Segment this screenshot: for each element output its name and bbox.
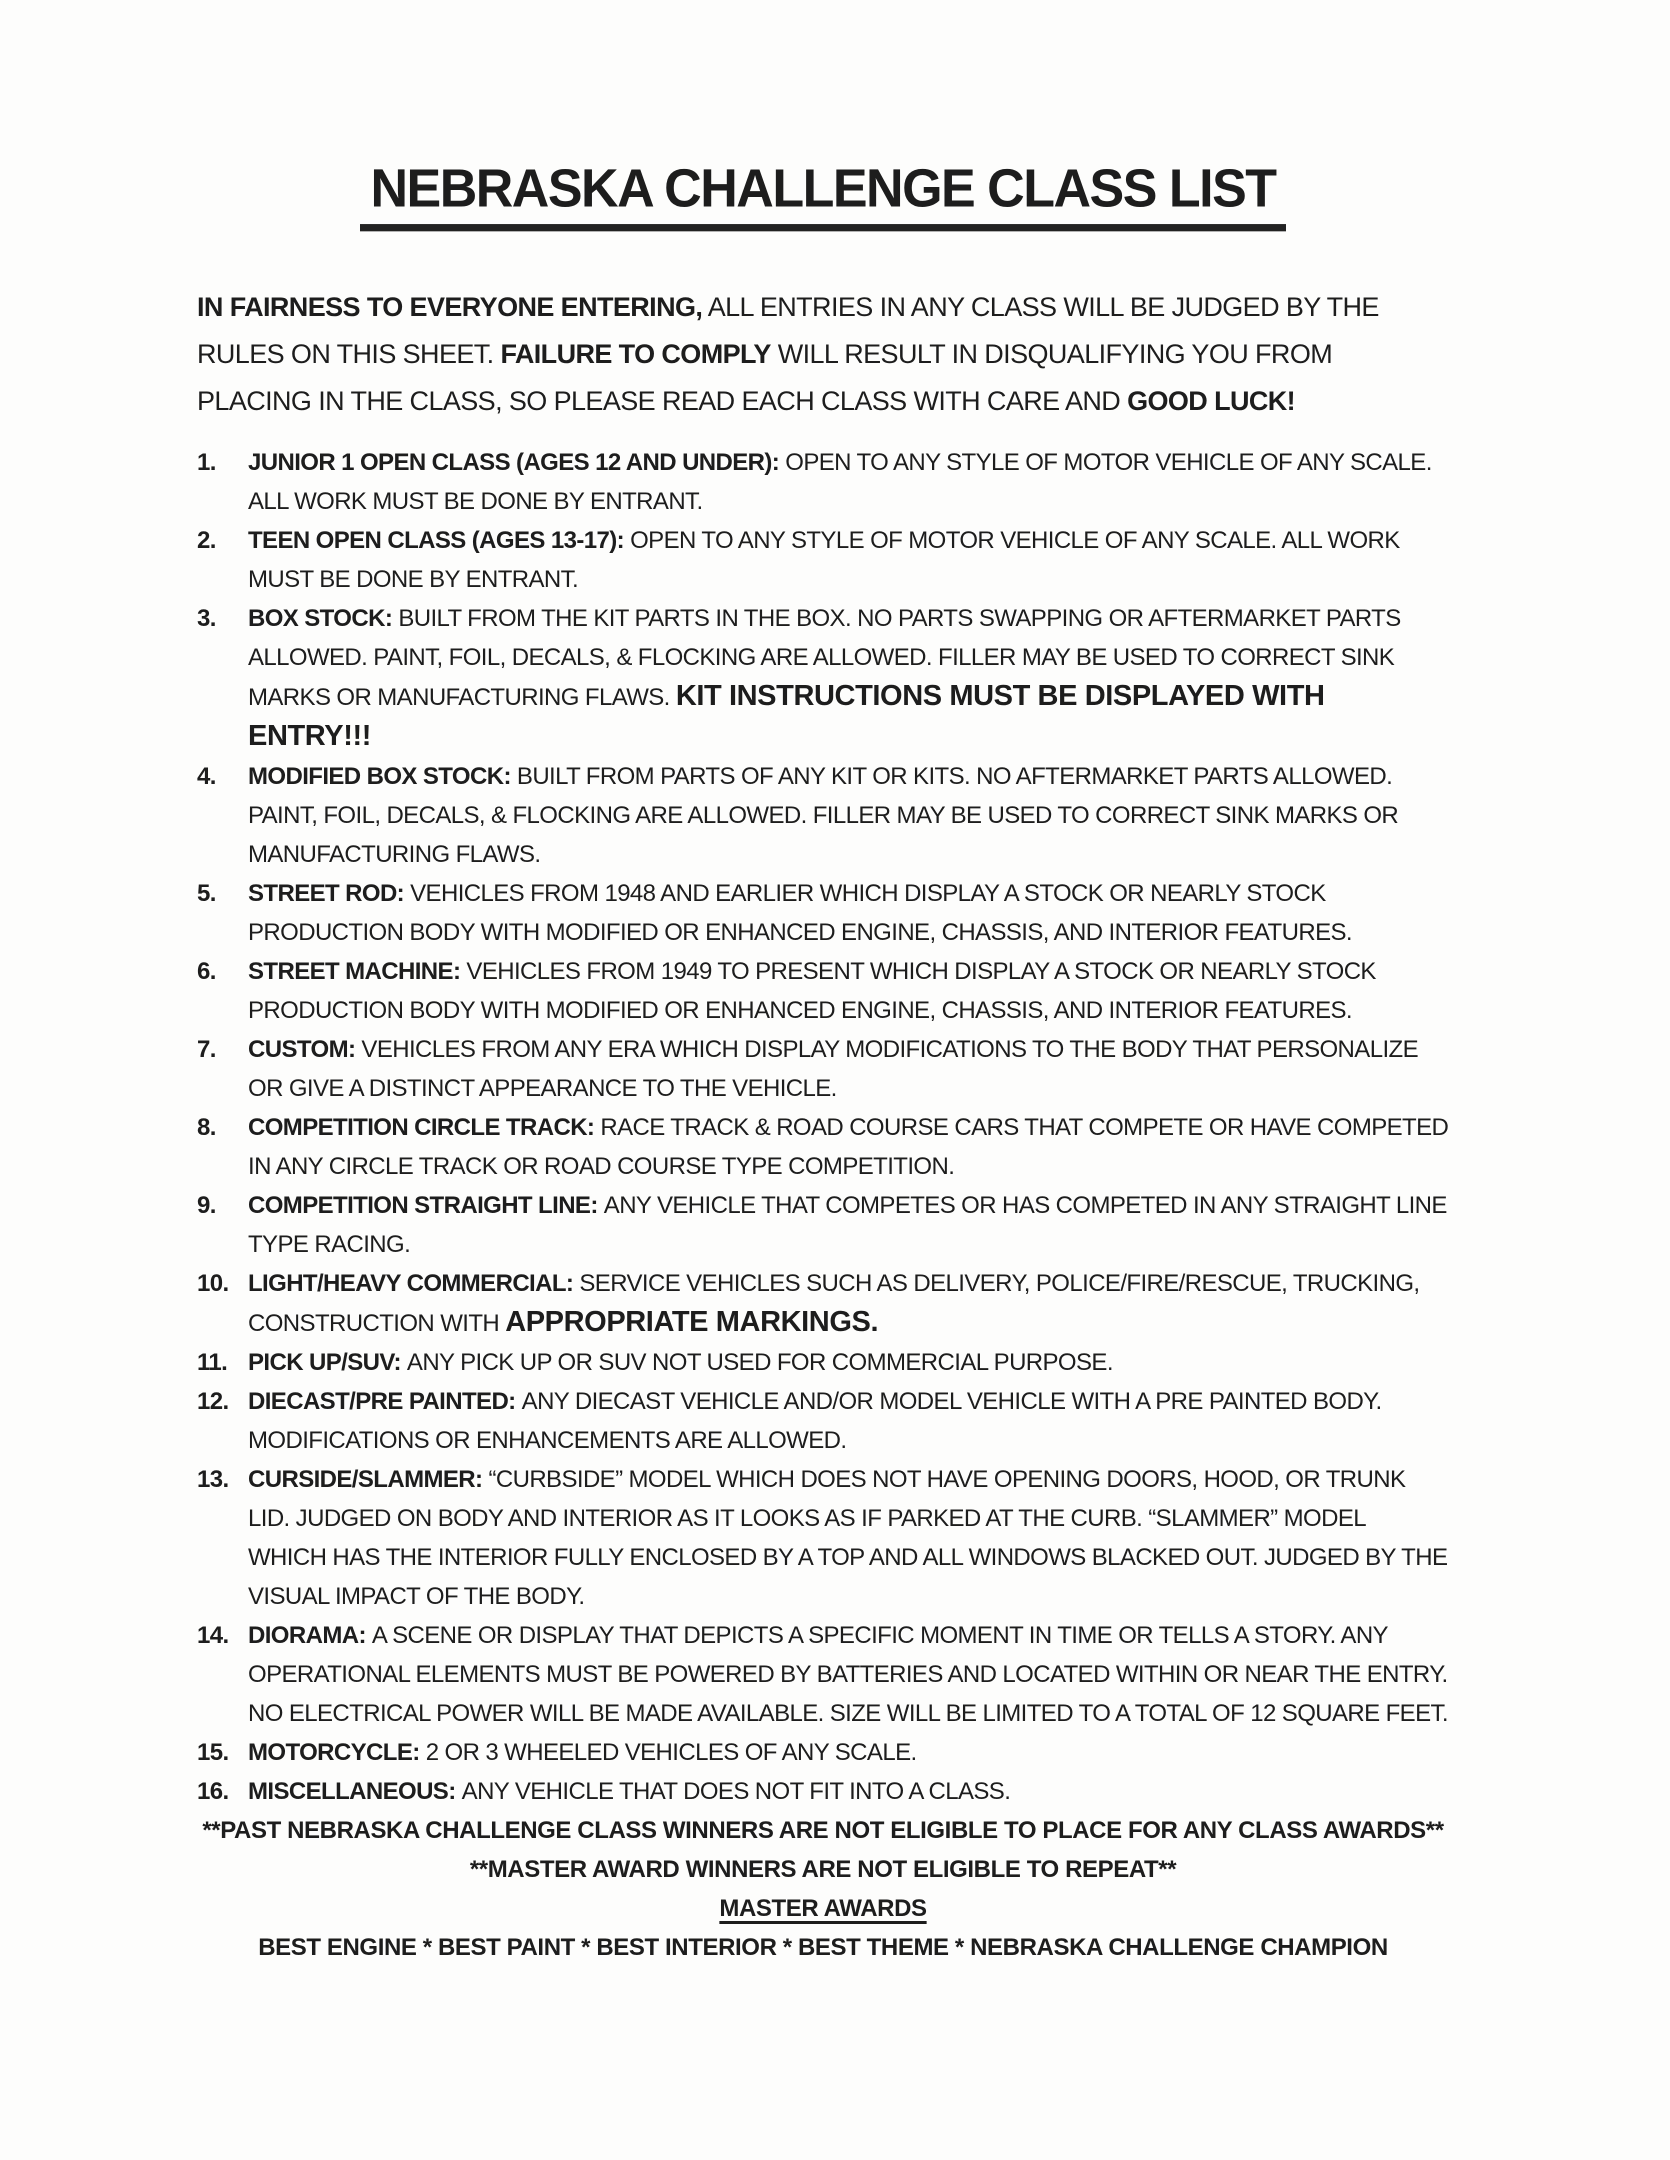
footer-note-past-winners: **PAST NEBRASKA CHALLENGE CLASS WINNERS ARE NOT ELIGIBLE TO PLACE FOR ANY CLASS AWARDS** xyxy=(202,1817,1444,1844)
class-description xyxy=(248,1108,1449,1186)
class-list-item xyxy=(197,952,1449,1030)
class-number: 15. xyxy=(197,1739,229,1766)
class-number: 14. xyxy=(197,1622,229,1649)
class-number: 16. xyxy=(197,1778,229,1805)
intro-segment: IN FAIRNESS TO EVERYONE ENTERING, xyxy=(197,292,703,322)
class-list-item xyxy=(197,1733,1449,1772)
class-number: 8. xyxy=(197,1114,216,1141)
class-name: CUSTOM: xyxy=(248,1036,362,1063)
class-name: STREET ROD: xyxy=(248,880,411,907)
class-list-item xyxy=(197,1343,1449,1382)
document-title: NEBRASKA CHALLENGE CLASS LIST xyxy=(360,162,1285,232)
class-text: ANY PICK UP OR SUV NOT USED FOR COMMERCIAL PURPOSE. xyxy=(406,1349,1113,1376)
intro-segment: WILL RESULT IN DISQUALIFYING YOU FROM PLACING IN THE CLASS, SO PLEASE READ EACH CLASS WITH CARE AND xyxy=(197,339,1333,416)
class-text: OPEN TO ANY STYLE OF MOTOR VEHICLE OF ANY SCALE. ALL WORK MUST BE DONE BY ENTRANT. xyxy=(248,449,1432,515)
class-text: 2 OR 3 WHEELED VEHICLES OF ANY SCALE. xyxy=(425,1739,917,1766)
class-text: VEHICLES FROM 1948 AND EARLIER WHICH DISPLAY A STOCK OR NEARLY STOCK PRODUCTION BODY WITH MODIFIED OR ENHANCED ENGINE, CHASSIS, AND INTERIOR FEATURES. xyxy=(248,880,1352,946)
class-list-item xyxy=(197,1108,1449,1186)
class-list-item xyxy=(197,1030,1449,1108)
class-list-item xyxy=(197,443,1449,521)
class-text: VEHICLES FROM 1949 TO PRESENT WHICH DISPLAY A STOCK OR NEARLY STOCK PRODUCTION BODY WITH MODIFIED OR ENHANCED ENGINE, CHASSIS, AND INTERIOR FEATURES. xyxy=(248,958,1376,1024)
class-list-item xyxy=(197,1772,1449,1811)
class-name: CURSIDE/SLAMMER: xyxy=(248,1466,489,1493)
class-emphasis-text: APPROPRIATE MARKINGS. xyxy=(505,1306,879,1338)
class-list-item xyxy=(197,757,1449,874)
class-description xyxy=(248,1186,1449,1264)
class-description xyxy=(248,599,1449,757)
class-text: A SCENE OR DISPLAY THAT DEPICTS A SPECIFIC MOMENT IN TIME OR TELLS A STORY. ANY OPERATIONAL ELEMENTS MUST BE POWERED BY BATTERIES AND LOCATED WITHIN OR NEAR THE ENTRY. NO ELECTRICAL POWER WILL BE MADE AVAILABLE. SIZE WILL BE LIMITED TO A TOTAL OF 12 SQUARE FEET. xyxy=(248,1622,1448,1727)
class-description xyxy=(248,1382,1449,1460)
class-text: BUILT FROM PARTS OF ANY KIT OR KITS. NO AFTERMARKET PARTS ALLOWED. PAINT, FOIL, DECALS, & FLOCKING ARE ALLOWED. FILLER MAY BE USED TO CORRECT SINK MARKS OR MANUFACTURING FLAWS. xyxy=(248,763,1399,868)
class-name: LIGHT/HEAVY COMMERCIAL: xyxy=(248,1270,580,1297)
class-description xyxy=(248,757,1449,874)
document-content xyxy=(197,0,1449,1967)
class-number: 6. xyxy=(197,958,216,985)
class-name: PICK UP/SUV: xyxy=(248,1349,407,1376)
class-name: MODIFIED BOX STOCK: xyxy=(248,763,517,790)
class-name: COMPETITION CIRCLE TRACK: xyxy=(248,1114,601,1141)
class-number: 5. xyxy=(197,880,216,907)
class-description xyxy=(248,1030,1449,1108)
class-name: TEEN OPEN CLASS (AGES 13-17): xyxy=(248,527,631,554)
class-description xyxy=(248,443,1449,521)
class-number: 2. xyxy=(197,527,216,554)
class-number: 10. xyxy=(197,1270,229,1297)
class-list-item xyxy=(197,1460,1449,1616)
intro-paragraph xyxy=(197,284,1449,425)
class-number: 9. xyxy=(197,1192,216,1219)
class-description xyxy=(248,1733,1449,1772)
class-text: “CURBSIDE” MODEL WHICH DOES NOT HAVE OPENING DOORS, HOOD, OR TRUNK LID. JUDGED ON BODY AND INTERIOR AS IT LOOKS AS IF PARKED AT THE CURB. “SLAMMER” MODEL WHICH HAS THE INTERIOR FULLY ENCLOSED BY A TOP AND ALL WINDOWS BLACKED OUT. JUDGED BY THE VISUAL IMPACT OF THE BODY. xyxy=(248,1466,1448,1610)
class-list-item xyxy=(197,874,1449,952)
class-description xyxy=(248,521,1449,599)
class-list-item xyxy=(197,1264,1449,1343)
class-emphasis-text: KIT INSTRUCTIONS MUST BE DISPLAYED WITH ENTRY!!! xyxy=(248,680,1325,752)
class-name: DIORAMA: xyxy=(248,1622,372,1649)
class-name: MISCELLANEOUS: xyxy=(248,1778,462,1805)
class-description xyxy=(248,952,1449,1030)
class-name: BOX STOCK: xyxy=(248,605,399,632)
class-name: DIECAST/PRE PAINTED: xyxy=(248,1388,522,1415)
class-text: SERVICE VEHICLES SUCH AS DELIVERY, POLICE/FIRE/RESCUE, TRUCKING, CONSTRUCTION WITH xyxy=(248,1270,1420,1337)
class-list-item xyxy=(197,1186,1449,1264)
class-number: 11. xyxy=(197,1349,228,1376)
class-list xyxy=(197,443,1449,1811)
master-awards-list: BEST ENGINE * BEST PAINT * BEST INTERIOR * BEST THEME * NEBRASKA CHALLENGE CHAMPION xyxy=(258,1934,1388,1961)
class-number: 12. xyxy=(197,1388,229,1415)
class-text: VEHICLES FROM ANY ERA WHICH DISPLAY MODIFICATIONS TO THE BODY THAT PERSONALIZE OR GIVE A DISTINCT APPEARANCE TO THE VEHICLE. xyxy=(248,1036,1418,1102)
class-text: RACE TRACK & ROAD COURSE CARS THAT COMPETE OR HAVE COMPETED IN ANY CIRCLE TRACK OR ROAD COURSE TYPE COMPETITION. xyxy=(248,1114,1449,1180)
class-description xyxy=(248,1616,1449,1733)
class-number: 1. xyxy=(197,449,216,476)
class-description xyxy=(248,1772,1449,1811)
class-text: ANY VEHICLE THAT DOES NOT FIT INTO A CLASS. xyxy=(461,1778,1011,1805)
class-list-item xyxy=(197,521,1449,599)
intro-segment: FAILURE TO COMPLY xyxy=(500,339,771,369)
class-list-item xyxy=(197,1616,1449,1733)
class-name: STREET MACHINE: xyxy=(248,958,467,985)
class-name: MOTORCYCLE: xyxy=(248,1739,426,1766)
class-text: BUILT FROM THE KIT PARTS IN THE BOX. NO PARTS SWAPPING OR AFTERMARKET PARTS ALLOWED. PAINT, FOIL, DECALS, & FLOCKING ARE ALLOWED. FILLER MAY BE USED TO CORRECT SINK MARKS OR MANUFACTURING FLAWS. xyxy=(248,605,1401,711)
class-description xyxy=(248,1460,1449,1616)
footer xyxy=(197,1811,1449,1967)
master-awards-heading: MASTER AWARDS xyxy=(719,1895,927,1922)
class-number: 7. xyxy=(197,1036,216,1063)
class-text: ANY DIECAST VEHICLE AND/OR MODEL VEHICLE WITH A PRE PAINTED BODY. MODIFICATIONS OR ENHANCEMENTS ARE ALLOWED. xyxy=(248,1388,1382,1454)
class-number: 4. xyxy=(197,763,216,790)
class-name: JUNIOR 1 OPEN CLASS (AGES 12 AND UNDER): xyxy=(248,449,786,476)
class-number: 13. xyxy=(197,1466,229,1493)
class-list-item xyxy=(197,599,1449,757)
title-block xyxy=(197,0,1449,230)
class-name: COMPETITION STRAIGHT LINE: xyxy=(248,1192,604,1219)
class-description xyxy=(248,1343,1449,1382)
class-number: 3. xyxy=(197,605,216,632)
class-text: OPEN TO ANY STYLE OF MOTOR VEHICLE OF ANY SCALE. ALL WORK MUST BE DONE BY ENTRANT. xyxy=(248,527,1400,593)
footer-note-master-award: **MASTER AWARD WINNERS ARE NOT ELIGIBLE TO REPEAT** xyxy=(469,1856,1177,1883)
intro-segment: GOOD LUCK! xyxy=(1127,386,1296,416)
class-description xyxy=(248,874,1449,952)
class-description xyxy=(248,1264,1449,1343)
intro-segment: ALL ENTRIES IN ANY CLASS WILL BE JUDGED BY THE RULES ON THIS SHEET. xyxy=(197,292,1379,369)
class-list-item xyxy=(197,1382,1449,1460)
class-text: ANY VEHICLE THAT COMPETES OR HAS COMPETED IN ANY STRAIGHT LINE TYPE RACING. xyxy=(248,1192,1447,1258)
